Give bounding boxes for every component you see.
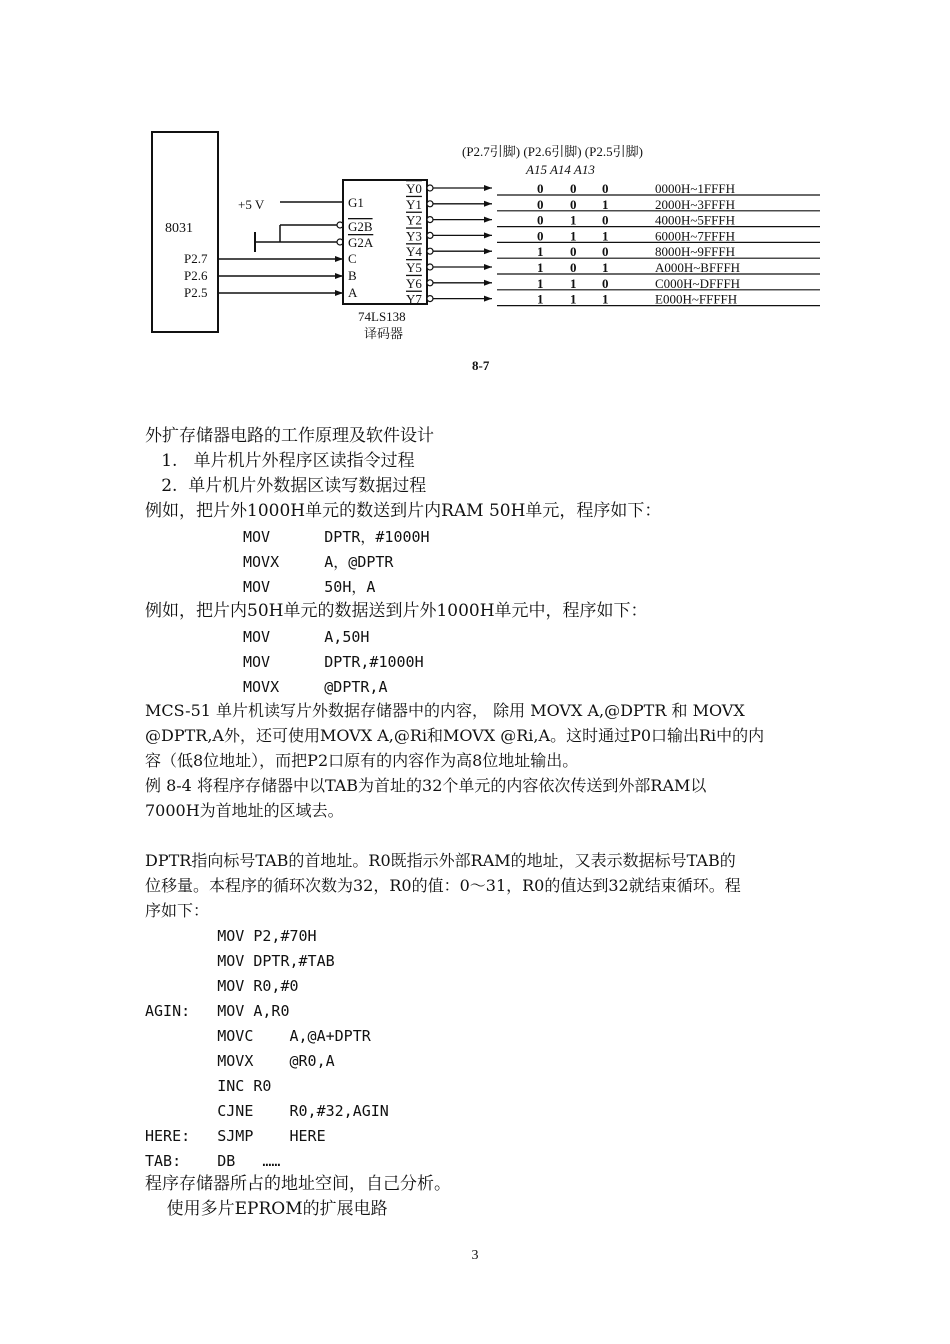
decoder-circuit-diagram [140,120,840,380]
address-bit: 0 [537,212,544,228]
address-range: C000H~DFFFH [655,275,741,291]
decoder-output-y0: Y0 [406,181,422,196]
paragraph: 例 8-4 将程序存储器中以TAB为首址的32个单元的内容依次传送到外部RAM以 [145,776,707,795]
decoder-input-g2a: G2A [348,235,374,250]
address-range: A000H~BFFFH [655,260,741,275]
inverter-bubble [427,264,433,270]
paragraph: 序如下： [145,901,210,920]
address-range: 6000H~7FFFH [655,228,735,244]
code-line: MOV A,50H [243,628,370,646]
paragraph: 例如，把片外1000H单元的数送到片内RAM 50H单元，程序如下： [145,501,662,521]
decoder-output-y5: Y5 [406,260,422,275]
address-bit: 1 [602,196,609,212]
list-item: 1. 单片机片外程序区读指令过程 [145,451,415,471]
decoder-output-rows [406,181,820,307]
inverter-bubble [427,185,433,191]
address-range: 4000H~5FFFH [655,212,735,228]
address-bit: 0 [602,212,609,228]
code-line: MOV DPTR,#1000H [243,653,424,671]
decoder-input-a: A [348,285,358,300]
address-bit: 1 [537,291,544,307]
code-line: MOVX @DPTR,A [243,678,388,696]
address-bit: 1 [570,291,577,307]
decoder-output-y2: Y2 [406,212,422,228]
section-title: 外扩存储器电路的工作原理及软件设计 [145,426,434,446]
address-bit: 0 [570,244,577,260]
decoder-label: 译码器 [364,326,404,341]
code-line: MOV DPTR，#1000H [243,528,430,546]
code-line: CJNE R0,#32,AGIN [145,1102,389,1120]
address-bit: 0 [537,228,544,244]
code-line: MOVX A，@DPTR [243,553,394,571]
code-line: MOV P2,#70H [145,927,317,945]
address-range: 2000H~3FFFH [655,196,735,212]
paragraph: DPTR指向标号TAB的首地址。R0既指示外部RAM的地址，又表示数据标号TAB的 [145,851,736,870]
inverter-bubble [427,217,433,223]
vcc-label: +5 V [238,197,265,212]
mcu-pin-p27: P2.7 [184,251,208,266]
paragraph: 使用多片EPROM的扩展电路 [145,1199,388,1219]
mcu-pin-p26: P2.6 [184,268,208,283]
address-bit: 1 [537,275,544,291]
address-bit: 0 [570,260,577,275]
address-bit: 0 [602,275,609,291]
decoder-input-g1: G1 [348,195,364,210]
code-line: AGIN: MOV A,R0 [145,1002,290,1020]
pin-header: (P2.7引脚) (P2.6引脚) (P2.5引脚) [462,144,643,159]
address-bit: 1 [602,260,609,275]
address-bit: 1 [602,291,609,307]
paragraph: MCS-51 单片机读写片外数据存储器中的内容， 除用 MOVX A,@DPTR 和 MOVX [145,701,745,720]
decoder-output-y4: Y4 [406,244,422,260]
paragraph: 7000H为首地址的区域去。 [145,801,344,820]
code-line: MOVC A,@A+DPTR [145,1027,371,1045]
decoder-input-b: B [348,268,357,283]
address-header: A15 A14 A13 [526,162,595,177]
code-line: HERE: SJMP HERE [145,1127,326,1145]
code-line: MOV 50H，A [243,578,376,596]
page-number: 3 [471,1248,479,1263]
code-line: TAB: DB …… [145,1152,281,1170]
decoder-input-c: C [348,251,357,266]
paragraph: 例如，把片内50H单元的数据送到片外1000H单元中，程序如下： [145,601,648,621]
inverter-bubble [427,296,433,302]
decoder-output-y7: Y7 [406,291,422,307]
paragraph: 程序存储器所占的地址空间，自己分析。 [145,1174,451,1194]
address-bit: 1 [570,212,577,228]
address-bit: 1 [537,244,544,260]
mcu-pin-p25: P2.5 [184,285,208,300]
mcu-8031-label: 8031 [165,221,193,236]
address-bit: 0 [537,196,544,212]
decoder-name: 74LS138 [358,309,406,324]
decoder-output-y6: Y6 [406,275,422,291]
decoder-output-y3: Y3 [406,228,422,244]
address-bit: 0 [570,181,577,196]
address-bit: 0 [570,196,577,212]
inverter-bubble [427,280,433,286]
code-line: MOV DPTR,#TAB [145,952,335,970]
address-range: 0000H~1FFFH [655,181,735,196]
address-bit: 1 [537,260,544,275]
decoder-output-y1: Y1 [406,196,422,212]
address-bit: 1 [570,228,577,244]
paragraph: 位移量。本程序的循环次数为32，R0的值：0～31，R0的值达到32就结束循环。程 [145,876,741,895]
figure-caption: 8-7 [472,358,490,373]
address-bit: 1 [570,275,577,291]
address-bit: 0 [602,181,609,196]
code-line: MOV R0,#0 [145,977,299,995]
address-bit: 0 [602,244,609,260]
address-range: 8000H~9FFFH [655,244,735,260]
paragraph: 容（低8位地址），而把P2口原有的内容作为高8位地址输出。 [145,751,579,770]
list-item: 2. 单片机片外数据区读写数据过程 [145,476,427,496]
decoder-input-g2b: G2B [348,219,373,234]
paragraph: @DPTR,A外，还可使用MOVX A,@Ri和MOVX @Ri,A。这时通过P0口输出Ri中的内 [145,726,765,745]
address-range: E000H~FFFFH [655,291,738,307]
inverter-bubble [427,248,433,254]
inverter-bubble [427,201,433,207]
address-bit: 1 [602,228,609,244]
address-bit: 0 [537,181,544,196]
inverter-bubble [427,232,433,238]
code-line: INC R0 [145,1077,272,1095]
code-line: MOVX @R0,A [145,1052,335,1070]
